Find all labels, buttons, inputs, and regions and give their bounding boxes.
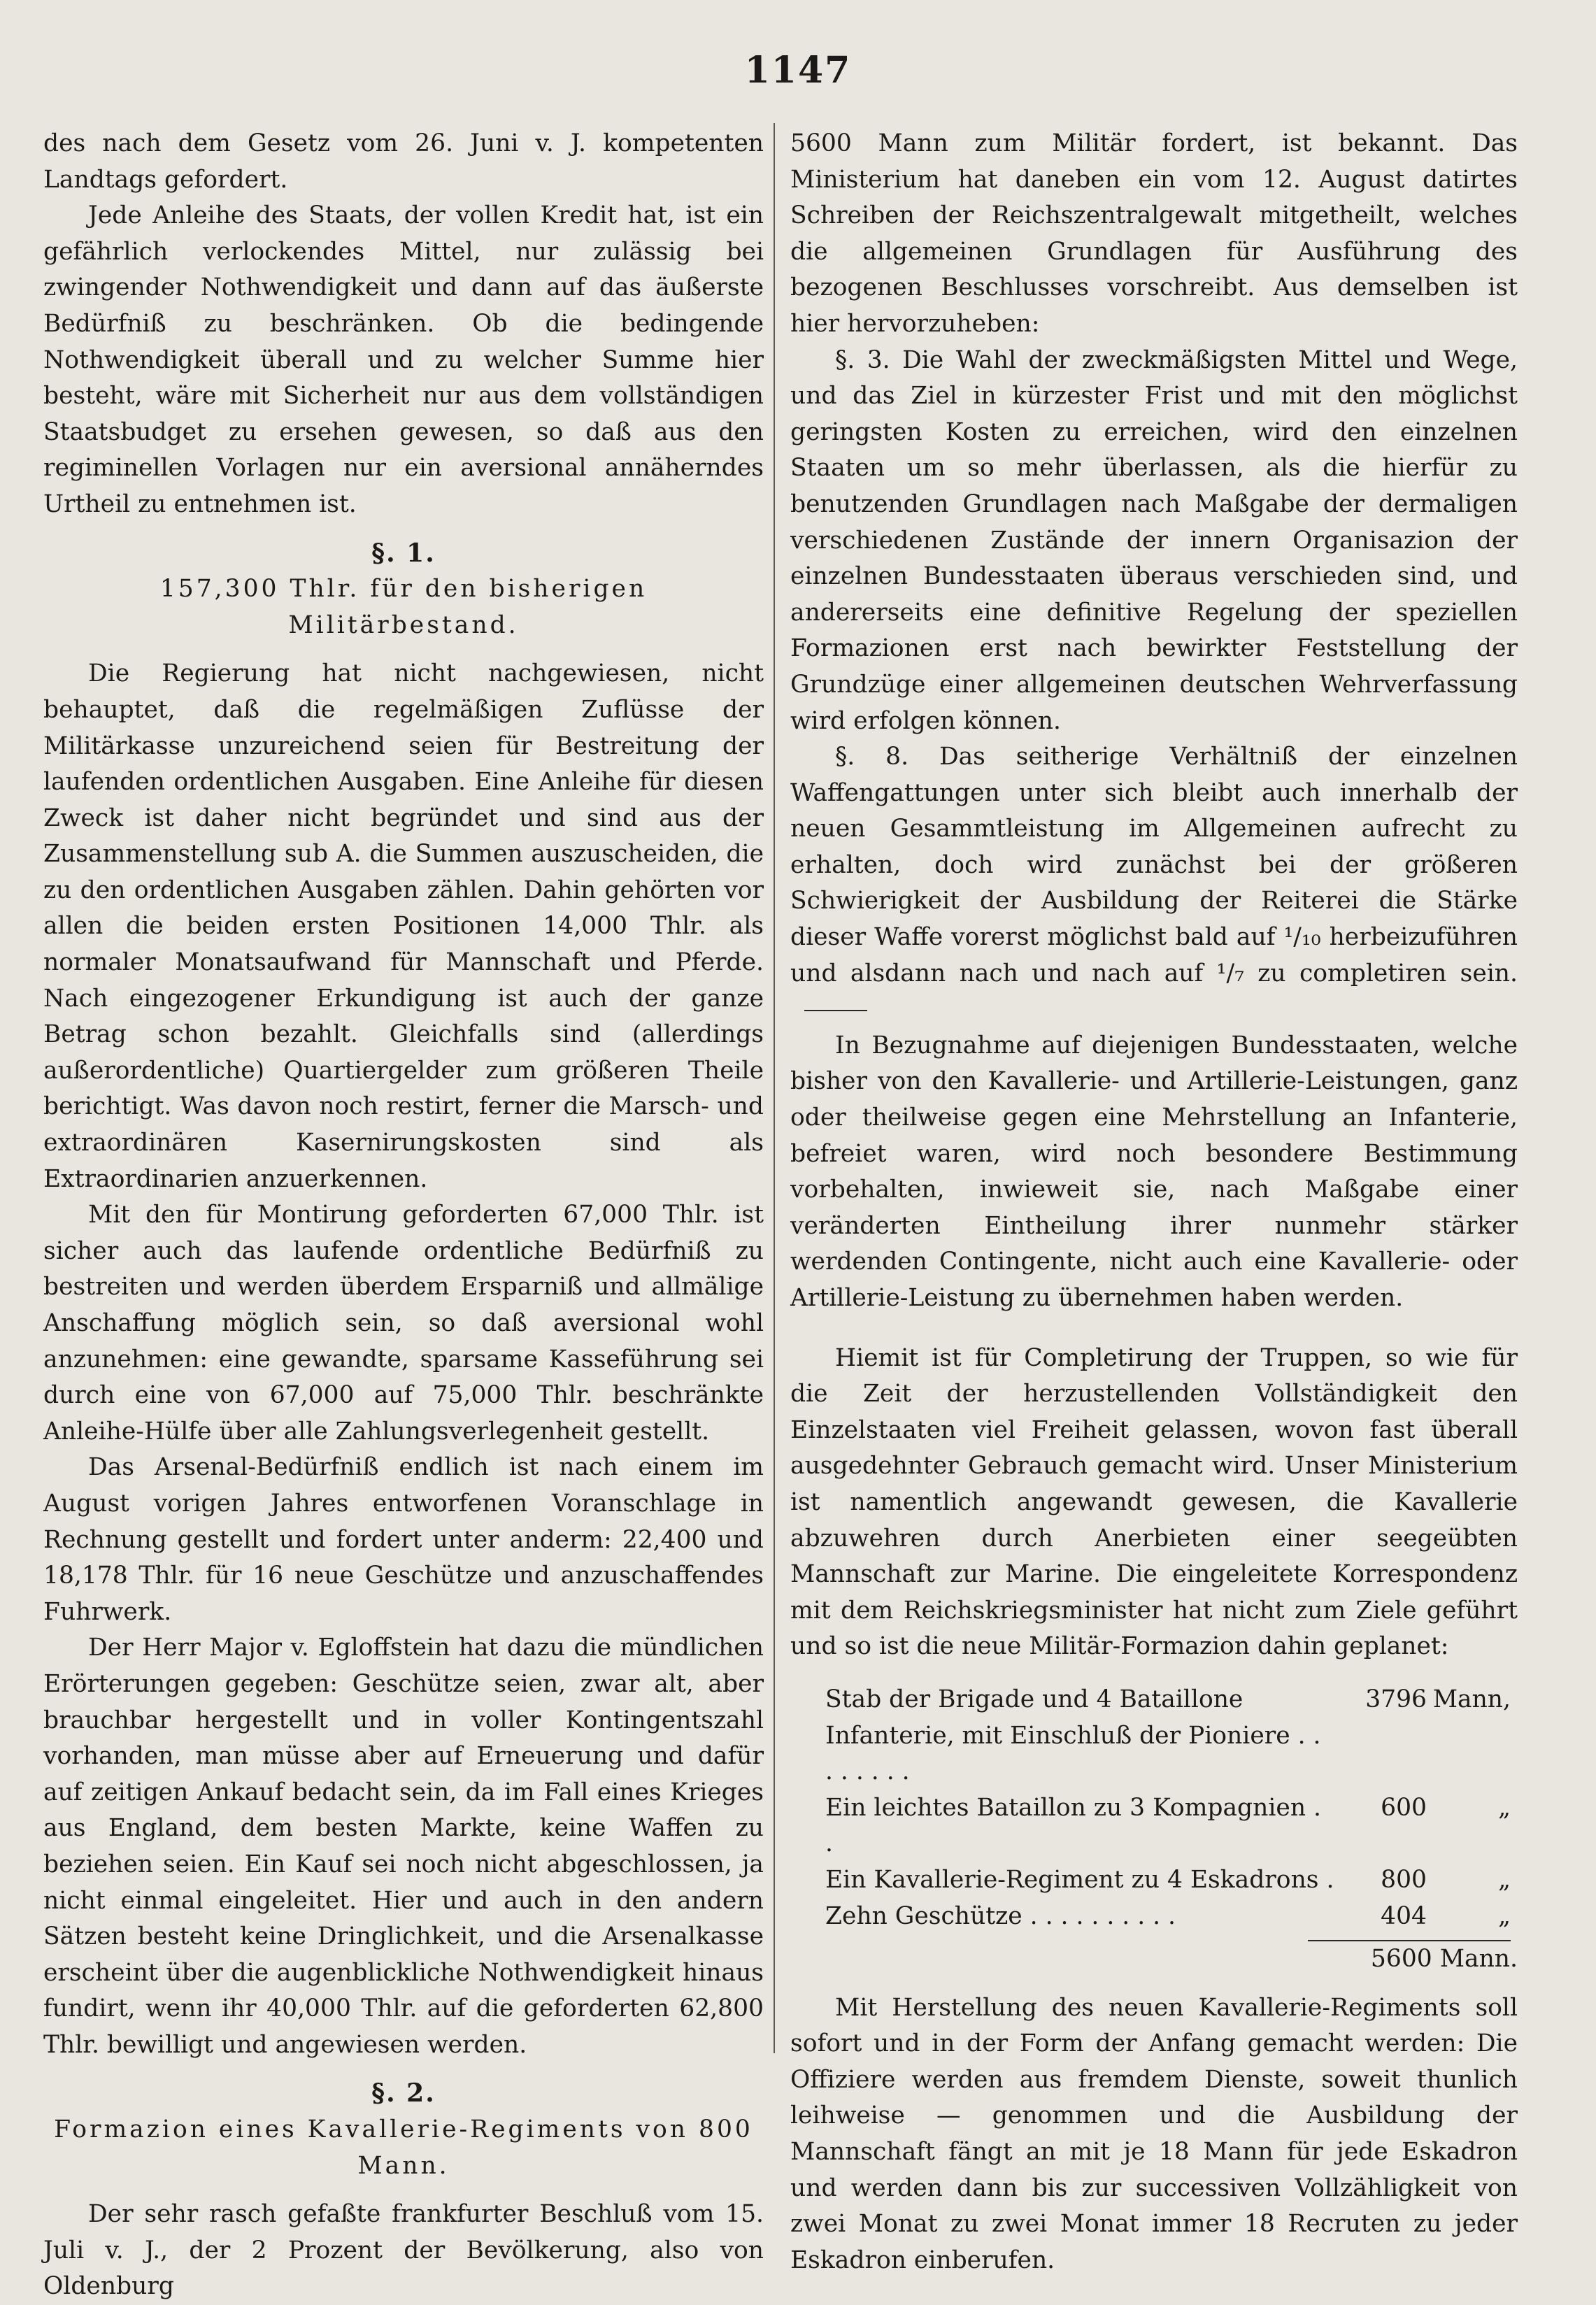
row-unit: „ [1498,1901,1511,1930]
paragraph: Das Arsenal-Bedürfniß endlich ist nach einem im August vorigen Jahres entworfenen Voranschlage in Rechnung gestellt und fordert unter anderm: 22,400 und 18,178 Thlr. für 16 neue Geschütze und anzuschaffendes Fuhrwerk. [43,1453,764,1626]
row-unit: „ [1498,1865,1511,1894]
paragraph: Der Herr Major v. Egloffstein hat dazu die mündlichen Erörterungen gegeben: Geschütze seien, zwar alt, aber brauchbar hergestellt und in voller Kontingentszahl vorhanden, man müsse aber auf Erneuerung und dafür auf zeitigen Ankauf bedacht sein, da im Fall eines Krieges aus England, dem besten Markte, keine Waffen zu beziehen seien. Ein Kauf sei noch nicht abgeschlossen, ja nicht einmal eingeleitet. Hier und auch in den andern Sätzen besteht keine Dringlichkeit, und die Arsenalkasse erscheint über die augenblickliche Nothwendigkeit hinaus fundirt, wenn ihr 40,000 Thlr. auf die geforderten 62,800 Thlr. bewilligt und angewiesen werden. [43,1634,764,2059]
total-value: 5600 Mann. [1370,1945,1518,1974]
row-label: Ein Kavallerie-Regiment zu 4 Eskadrons . [825,1865,1334,1894]
table-total [790,1941,1518,1978]
page-number: 1147 [744,49,852,92]
column-divider [774,123,775,2053]
row-unit: „ [1498,1793,1511,1822]
row-unit: Mann, [1432,1685,1511,1713]
row-label: Zehn Geschütze . . . . . . . . . . [825,1901,1176,1930]
paragraph: Der sehr rasch gefaßte frankfurter Beschluß vom 15. Juli v. J., der 2 Prozent der Bevölkerung, also von Oldenburg [43,2200,764,2301]
row-value: 800 [1381,1865,1427,1894]
section-subtitle: 157,300 Thlr. für den bisherigen Militärbestand. [159,575,648,639]
row-label: Stab der Brigade und 4 Bataillone Infanterie, mit Einschluß der Pioniere . . . . . . . . [825,1685,1321,1786]
paragraph: Mit Herstellung des neuen Kavallerie-Regiments soll sofort und in der Form der Anfang gemacht werden: Die Offiziere werden aus fremdem Dienste, soweit thunlich leihweise — genommen und die Ausbildung der Mannschaft fängt an mit je 18 Mann für jede Eskadron und werden dann bis zur successiven Vollzähligkeit von zwei Monat zu zwei Monat immer 18 Recruten zu jeder Eskadron einberufen. [790,1993,1518,2274]
section-subtitle: Formazion eines Kavallerie-Regiments von 800 Mann. [54,2115,753,2180]
row-value: 404 [1381,1901,1427,1930]
table-row [790,1790,1518,1862]
paragraph: Jede Anleihe des Staats, der vollen Kredit hat, ist ein gefährlich verlockendes Mittel, nur zulässig bei zwingender Nothwendigkeit und dann auf das äußerste Bedürfniß zu beschränken. Ob die bedingende Nothwendigkeit überall und zu welcher Summe hier besteht, wäre mit Sicherheit nur aus dem vollständigen Staatsbudget zu ersehen gewesen, so daß aus den regiminellen Vorlagen nur ein aversional annäherndes Urtheil zu entnehmen ist. [43,201,764,518]
paragraph: 5600 Mann zum Militär fordert, ist bekannt. Das Ministerium hat daneben ein vom 12. August datirtes Schreiben der Reichszentralgewalt mitgetheilt, welches die allgemeinen Grundlagen für Ausführung des bezogenen Beschlusses vorschreibt. Aus demselben ist hier hervorzuheben: [790,129,1518,338]
left-column [43,126,764,2305]
quoted-article: §. 3. Die Wahl der zweckmäßigsten Mittel und Wege, und das Ziel in kürzester Frist und mit den möglichst geringsten Kosten zu erreichen, wird den einzelnen Staaten um so mehr überlassen, als die hierfür zu benutzenden Grundlagen nach Maßgabe der dermaligen verschiedenen Zustände der innern Organisazion der einzelnen Bundesstaaten überaus verschieden sind, und andererseits eine definitive Regelung der speziellen Formazionen erst nach bewirkter Feststellung der Grundzüge einer allgemeinen deutschen Wehrverfassung wird erfolgen können. [790,345,1518,735]
quoted-article-text: §. 8. Das seitherige Verhältniß der einzelnen Waffengattungen unter sich bleibt auch innerhalb der neuen Gesammtleistung im Allgemeinen aufrecht zu erhalten, doch wird zunächst bei der größeren Schwierigkeit der Ausbildung der Reiterei die Stärke dieser Waffe vorerst möglichst bald auf ¹/₁₀ herbeizuführen und alsdann nach und nach auf ¹/₇ zu completiren sein. [790,743,1518,987]
troop-table [790,1682,1518,1978]
row-value: 600 [1381,1793,1427,1822]
row-value: 3796 [1365,1685,1427,1713]
paragraph: Die Regierung hat nicht nachgewiesen, nicht behauptet, daß die regelmäßigen Zuflüsse der Militärkasse unzureichend seien für Bestreitung der laufenden ordentlichen Ausgaben. Eine Anleihe für diesen Zweck ist daher nicht begründet und sind aus der Zusammenstellung sub A. die Summen auszuscheiden, die zu den ordentlichen Ausgaben zählen. Dahin gehörten vor allen die beiden ersten Positionen 14,000 Thlr. als normaler Monatsaufwand für Mannschaft und Pferde. Nach eingezogener Erkundigung ist auch der ganze Betrag schon bezahlt. Gleichfalls sind (allerdings außerordentliche) Quartiergelder zum größeren Theile berichtigt. Was davon noch restirt, ferner die Marsch- und extraordinären Kasernirungskosten sind als Extraordinarien anzuerkennen. [43,659,764,1193]
section-title: §. 1. [371,538,436,568]
table-row [790,1899,1518,1935]
quoted-article: In Bezugnahme auf diejenigen Bundesstaaten, welche bisher von den Kavallerie- und Artillerie-Leistungen, ganz oder theilweise gegen eine Mehrstellung an Infanterie, befreiet waren, wird noch besondere Bestimmung vorbehalten, inwieweit sie, nach Maßgabe einer veränderten Eintheilung ihrer nunmehr stärker werdenden Contingente, nicht auch eine Kavallerie- oder Artillerie-Leistung zu übernehmen haben werden. [790,1031,1518,1312]
end-rule [804,1010,867,1011]
right-column [790,126,1518,2278]
table-row [790,1862,1518,1899]
table-row [790,1682,1518,1790]
paragraph: des nach dem Gesetz vom 26. Juni v. J. kompetenten Landtags gefordert. [43,129,764,194]
quoted-article [790,739,1518,1028]
row-label: Ein leichtes Bataillon zu 3 Kompagnien . . [825,1793,1321,1858]
section-title: §. 2. [371,2078,436,2108]
paragraph: Mit den für Montirung geforderten 67,000 Thlr. ist sicher auch das laufende ordentliche Bedürfniß zu bestreiten und werden überdem Ersparniß und allmälige Anschaffung möglich sein, so daß aversional wohl anzunehmen: eine gewandte, sparsame Kasseführung sei durch eine von 67,000 auf 75,000 Thlr. beschränkte Anleihe-Hülfe über alle Zahlungsverlegenheit gestellt. [43,1201,764,1446]
paragraph: Hiemit ist für Completirung der Truppen, so wie für die Zeit der herzustellenden Vollständigkeit den Einzelstaaten viel Freiheit gelassen, wovon fast überall ausgedehnter Gebrauch gemacht wird. Unser Ministerium ist namentlich angewandt gewesen, die Kavallerie abzuwehren durch Anerbieten einer seegeübten Mannschaft zur Marine. Die eingeleitete Korrespondenz mit dem Reichskriegsminister hat nicht zum Ziele geführt und so ist die neue Militär-Formazion dahin geplanet: [790,1343,1518,1661]
